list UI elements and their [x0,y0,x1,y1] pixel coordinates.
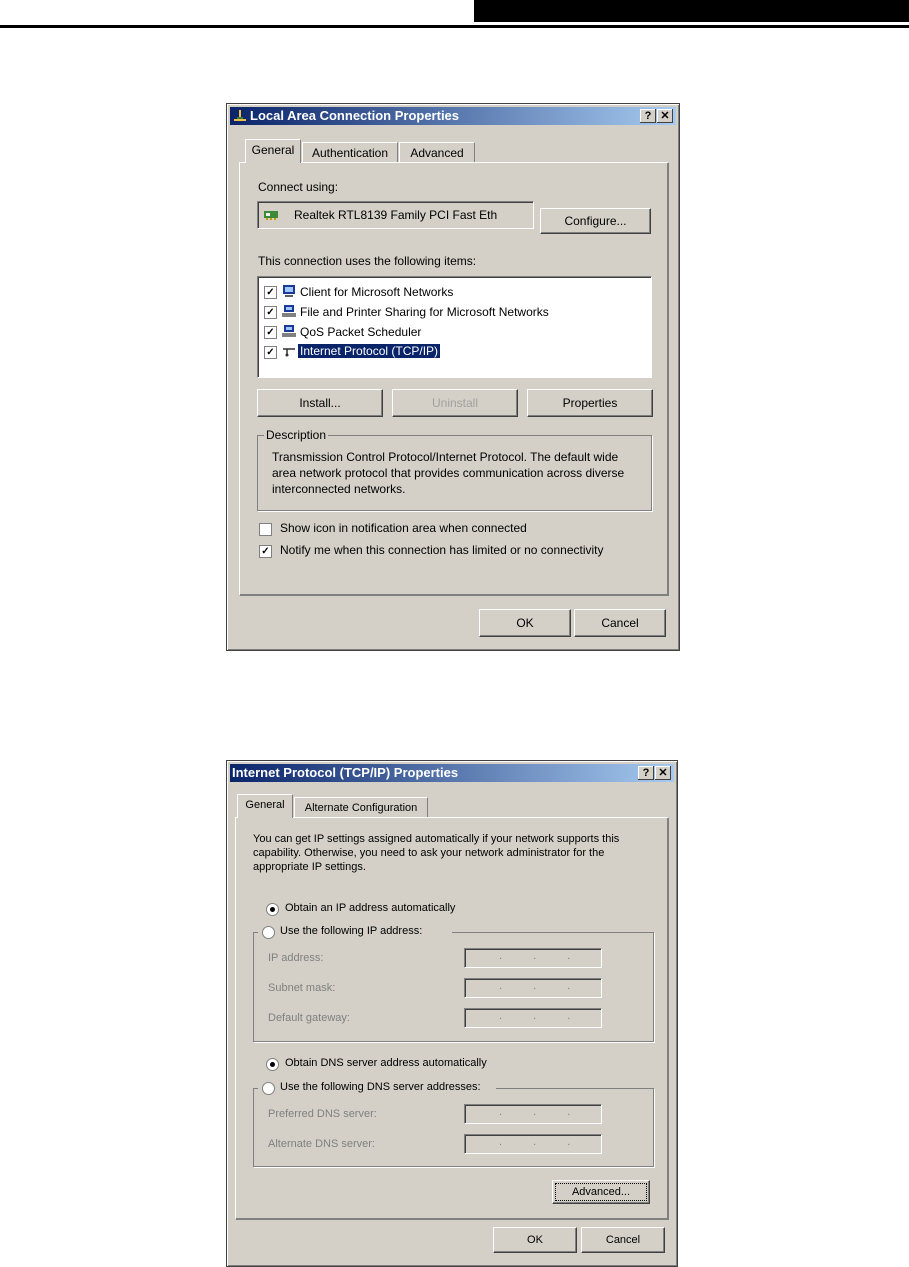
file-printer-sharing-icon [282,305,296,317]
ip-address-field[interactable] [464,948,602,968]
ok-button[interactable] [493,1227,577,1253]
connect-using-label: Connect using: [258,180,339,194]
alternate-dns-dots: . . . [499,1136,585,1148]
page-header-bar [474,0,909,22]
local-area-connection-dialog [226,103,680,651]
general-panel [235,817,669,1220]
item-checkbox[interactable]: ✓ [264,326,277,339]
install-button[interactable] [257,389,383,417]
cancel-button[interactable] [574,609,666,637]
use-ip-legend [258,925,452,939]
list-item[interactable] [264,324,644,340]
default-gateway-label: Default gateway: [268,1012,350,1024]
list-item-selected[interactable] [264,344,644,360]
page-header-rule [0,25,909,28]
obtain-dns-label: Obtain DNS server address automatically [285,1057,487,1069]
use-ip-radio[interactable] [262,926,275,939]
notify-checkbox[interactable]: ✓ [259,545,272,558]
adapter-name: Realtek RTL8139 Family PCI Fast Eth [294,208,498,222]
ip-address-dots: . . . [499,950,585,962]
items-label: This connection uses the following items: [258,254,477,268]
uninstall-button[interactable] [392,389,518,417]
preferred-dns-label: Preferred DNS server: [268,1108,377,1120]
cancel-button-label: Cancel [605,1234,641,1246]
install-button-label: Install... [299,396,341,410]
configure-button[interactable] [540,208,651,234]
obtain-dns-radio[interactable] [266,1058,279,1071]
default-gateway-dots: . . . [499,1010,585,1022]
tcpip-properties-dialog [226,760,678,1267]
list-item[interactable] [264,284,644,300]
preferred-dns-dots: . . . [499,1106,585,1118]
preferred-dns-field[interactable] [464,1104,602,1124]
title-bar [230,764,674,782]
help-button[interactable]: ? [638,766,654,780]
tab-authentication[interactable]: Authentication [302,142,398,163]
item-checkbox[interactable]: ✓ [264,346,277,359]
intro-text: You can get IP settings assigned automatically if your network supports this capability. Otherwise, you need to ask your network administrator for the appropriate IP settings. [253,833,620,873]
close-button[interactable]: ✕ [655,766,671,780]
subnet-mask-field[interactable] [464,978,602,998]
ip-address-label: IP address: [268,952,324,964]
dialog-title: Internet Protocol (TCP/IP) Properties [232,765,459,780]
network-adapter-icon [264,209,278,221]
dialog-title: Local Area Connection Properties [250,108,460,123]
ok-button[interactable] [479,609,571,637]
ok-button-label: OK [527,1234,543,1246]
tab-alternate-configuration[interactable]: Alternate Configuration [294,797,428,818]
obtain-ip-label: Obtain an IP address automatically [285,902,456,914]
close-button[interactable]: ✕ [657,109,673,123]
cancel-button[interactable] [581,1227,665,1253]
alternate-dns-field[interactable] [464,1134,602,1154]
notify-label: Notify me when this connection has limited or no connectivity [280,543,604,557]
default-gateway-field[interactable] [464,1008,602,1028]
obtain-ip-radio[interactable] [266,903,279,916]
general-panel [239,162,669,596]
use-dns-legend [258,1081,496,1095]
tcp-ip-protocol-icon [282,345,296,357]
item-label: Client for Microsoft Networks [300,285,454,299]
configure-button-label: Configure... [564,214,627,228]
network-connection-icon [233,109,247,123]
properties-button[interactable] [527,389,653,417]
static-dns-group [253,1081,654,1167]
uninstall-button-label: Uninstall [431,396,479,410]
list-item[interactable] [264,304,644,320]
qos-scheduler-icon [282,325,296,337]
show-icon-label: Show icon in notification area when connected [280,521,527,535]
client-network-icon [282,285,296,297]
show-icon-checkbox[interactable] [259,523,272,536]
use-ip-label: Use the following IP address: [280,925,423,937]
item-label: Internet Protocol (TCP/IP) [300,344,439,358]
help-button[interactable]: ? [640,109,656,123]
tab-general[interactable]: General [237,794,293,818]
item-checkbox[interactable]: ✓ [264,286,277,299]
adapter-box [257,201,534,229]
subnet-mask-dots: . . . [499,980,585,992]
tab-advanced[interactable]: Advanced [399,142,475,163]
title-bar [230,107,676,125]
item-checkbox[interactable]: ✓ [264,306,277,319]
description-text: Transmission Control Protocol/Internet Protocol. The default wide area network protocol that provides communication across diverse interconnected networks. [272,450,625,496]
advanced-button[interactable] [552,1180,650,1204]
tab-general[interactable]: General [245,139,301,163]
advanced-button-label: Advanced... [571,1186,631,1198]
static-ip-group [253,925,654,1042]
components-list[interactable] [257,276,652,378]
description-legend: Description [266,428,327,442]
properties-button-label: Properties [562,396,618,410]
description-group [257,428,652,511]
use-dns-label: Use the following DNS server addresses: [280,1081,481,1093]
ok-button-label: OK [516,616,534,630]
cancel-button-label: Cancel [601,616,639,630]
alternate-dns-label: Alternate DNS server: [268,1138,375,1150]
item-label: File and Printer Sharing for Microsoft Networks [300,305,549,319]
use-dns-radio[interactable] [262,1082,275,1095]
item-label: QoS Packet Scheduler [300,325,422,339]
subnet-mask-label: Subnet mask: [268,982,336,994]
